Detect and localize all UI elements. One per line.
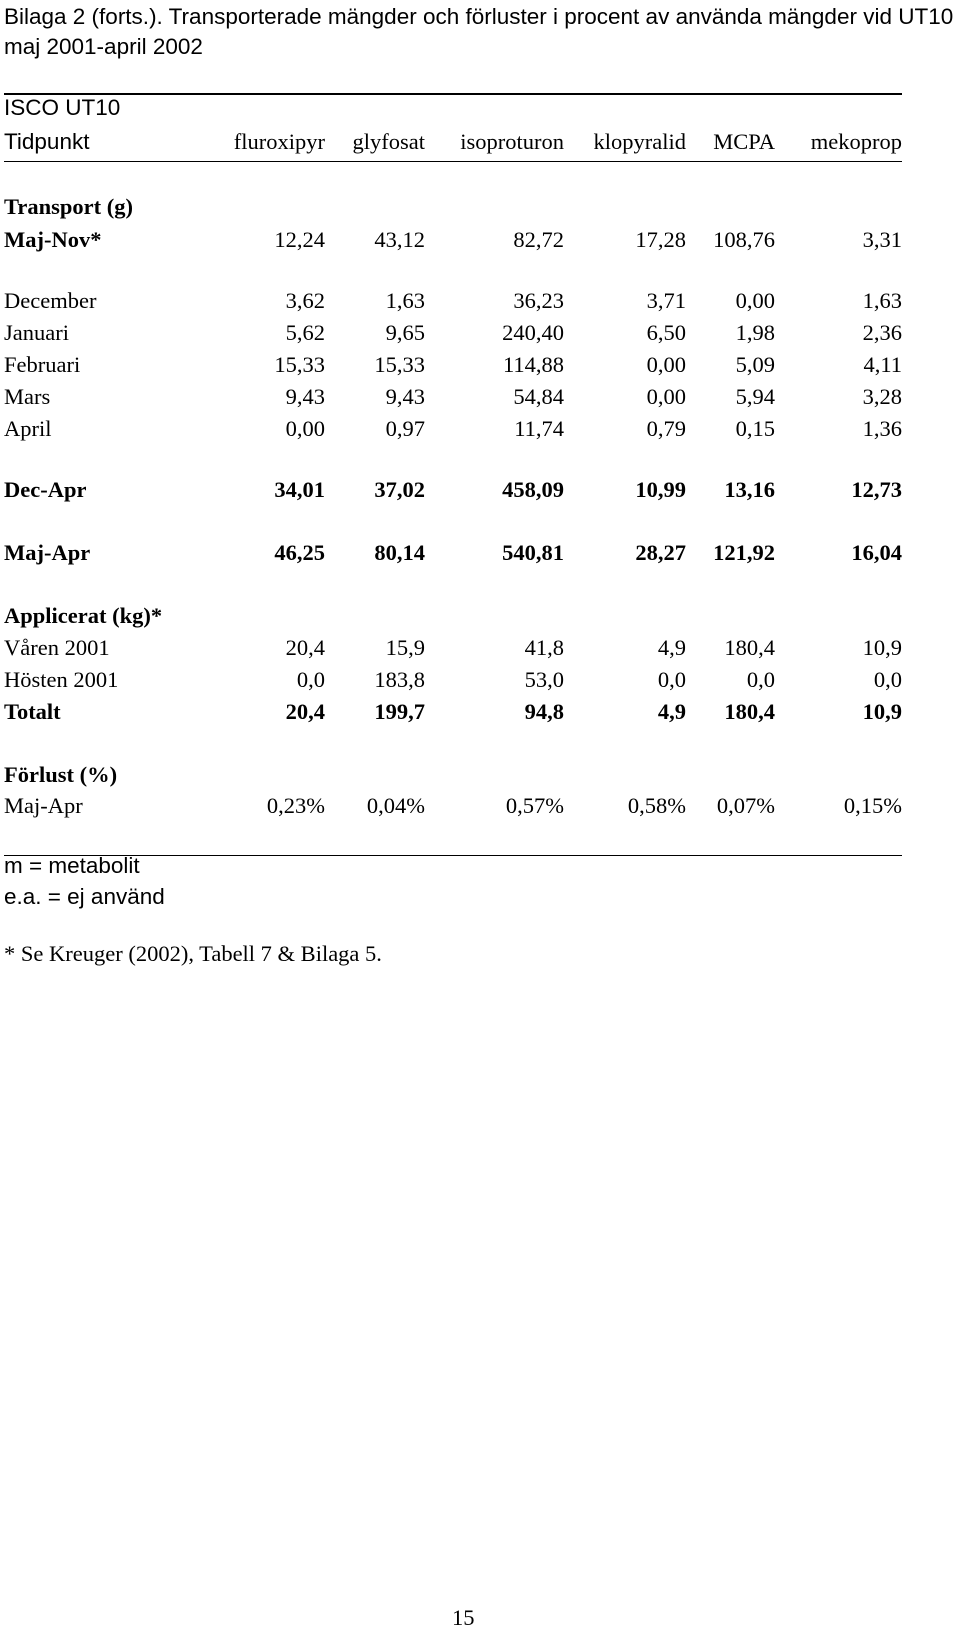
row-label-februari: Februari — [4, 352, 81, 377]
table-cell: 0,00 — [735, 288, 775, 313]
table-cell: 1,63 — [385, 288, 425, 313]
table-cell: 180,4 — [724, 699, 775, 724]
table-cell: 540,81 — [502, 540, 564, 565]
page-number: 15 — [452, 1605, 475, 1630]
table-cell: 1,63 — [862, 288, 902, 313]
table-cell: 0,58% — [627, 793, 686, 818]
table-cell: 43,12 — [374, 227, 425, 252]
table-cell: 1,98 — [735, 320, 775, 345]
table-cell: 9,43 — [385, 384, 425, 409]
column-header-mcpa: MCPA — [713, 129, 775, 154]
table-cell: 28,27 — [635, 540, 686, 565]
table-cell: 0,0 — [296, 667, 325, 692]
table-cell: 114,88 — [502, 352, 564, 377]
table-cell: 0,15 — [735, 416, 775, 441]
table-cell: 3,31 — [862, 227, 902, 252]
column-header-fluroxipyr: fluroxipyr — [233, 129, 325, 154]
column-header-klopyralid: klopyralid — [593, 129, 686, 154]
table-cell: 11,74 — [514, 416, 564, 441]
table-cell: 0,0 — [746, 667, 775, 692]
table-cell: 0,57% — [505, 793, 564, 818]
table-cell: 0,15% — [843, 793, 902, 818]
row-label-hosten: Hösten 2001 — [4, 667, 119, 692]
table-cell: 199,7 — [374, 699, 425, 724]
row-label-januari: Januari — [4, 320, 69, 345]
table-cell: 0,23% — [266, 793, 325, 818]
table-cell: 20,4 — [285, 699, 325, 724]
table-cell: 94,8 — [524, 699, 564, 724]
table-cell: 3,62 — [285, 288, 325, 313]
table-cell: 0,79 — [646, 416, 686, 441]
table-cell: 17,28 — [635, 227, 686, 252]
table-cell: 80,14 — [374, 540, 425, 565]
table-cell: 13,16 — [724, 477, 775, 502]
row-label-maj-nov: Maj-Nov* — [4, 227, 102, 252]
table-cell: 6,50 — [646, 320, 686, 345]
not-used-note: e.a. = ej använd — [4, 884, 165, 909]
table-cell: 0,0 — [873, 667, 902, 692]
metabolite-note: m = metabolit — [4, 853, 140, 878]
table-cell: 34,01 — [274, 477, 325, 502]
table-cell: 15,33 — [374, 352, 425, 377]
column-header-isoproturon: isoproturon — [460, 129, 564, 154]
table-cell: 1,36 — [862, 416, 902, 441]
table-top-rule — [4, 93, 902, 95]
table-cell: 10,9 — [862, 635, 902, 660]
header-rule — [4, 161, 902, 162]
table-cell: 5,62 — [285, 320, 325, 345]
column-header-mekoprop: mekoprop — [810, 129, 902, 154]
table-cell: 46,25 — [274, 540, 325, 565]
table-cell: 108,76 — [713, 227, 775, 252]
table-cell: 3,28 — [862, 384, 902, 409]
column-header-glyfosat: glyfosat — [352, 129, 425, 154]
table-cell: 82,72 — [513, 227, 564, 252]
loss-heading: Förlust (%) — [4, 762, 118, 787]
table-cell: 9,43 — [285, 384, 325, 409]
table-cell: 37,02 — [374, 477, 425, 502]
table-cell: 0,00 — [646, 352, 686, 377]
table-cell: 12,24 — [274, 227, 325, 252]
table-cell: 3,71 — [646, 288, 686, 313]
station-label: ISCO UT10 — [4, 95, 121, 120]
table-cell: 20,4 — [285, 635, 325, 660]
table-cell: 0,00 — [285, 416, 325, 441]
table-cell: 183,8 — [374, 667, 425, 692]
table-cell: 121,92 — [713, 540, 775, 565]
row-label-april: April — [4, 416, 52, 441]
transport-heading: Transport (g) — [4, 194, 133, 219]
table-cell: 15,33 — [274, 352, 325, 377]
table-cell: 53,0 — [524, 667, 564, 692]
table-cell: 9,65 — [385, 320, 425, 345]
table-cell: 5,94 — [735, 384, 775, 409]
reference-note: * Se Kreuger (2002), Tabell 7 & Bilaga 5. — [4, 941, 382, 966]
table-caption: Bilaga 2 (forts.). Transporterade mängder och förluster i procent av använda mängder vid UT10 maj 2001-april 2002 — [4, 4, 954, 59]
table-cell: 12,73 — [851, 477, 902, 502]
table-cell: 41,8 — [524, 635, 564, 660]
row-label-maj-apr: Maj-Apr — [4, 540, 91, 565]
table-cell: 4,9 — [657, 699, 686, 724]
row-label-december: December — [4, 288, 97, 313]
row-label-mars: Mars — [4, 384, 51, 409]
applied-heading: Applicerat (kg)* — [4, 603, 163, 628]
table-cell: 10,9 — [862, 699, 902, 724]
table-cell: 2,36 — [862, 320, 902, 345]
table-cell: 16,04 — [851, 540, 902, 565]
table-cell: 0,0 — [657, 667, 686, 692]
table-cell: 0,04% — [366, 793, 425, 818]
table-cell: 458,09 — [502, 477, 564, 502]
table-cell: 10,99 — [635, 477, 686, 502]
table-cell: 180,4 — [724, 635, 775, 660]
table-cell: 36,23 — [513, 288, 564, 313]
table-cell: 4,9 — [657, 635, 686, 660]
row-label-loss-maj-apr: Maj-Apr — [4, 793, 83, 818]
row-label-totalt: Totalt — [4, 699, 61, 724]
table-cell: 0,97 — [385, 416, 425, 441]
row-label-varen: Våren 2001 — [4, 635, 110, 660]
table-cell: 240,40 — [502, 320, 564, 345]
table-cell: 5,09 — [735, 352, 775, 377]
table-cell: 0,00 — [646, 384, 686, 409]
table-cell: 0,07% — [716, 793, 775, 818]
table-cell: 15,9 — [385, 635, 425, 660]
table-cell: 4,11 — [863, 352, 902, 377]
row-label-dec-apr: Dec-Apr — [4, 477, 87, 502]
time-column-header: Tidpunkt — [4, 129, 90, 154]
table-cell: 54,84 — [513, 384, 564, 409]
